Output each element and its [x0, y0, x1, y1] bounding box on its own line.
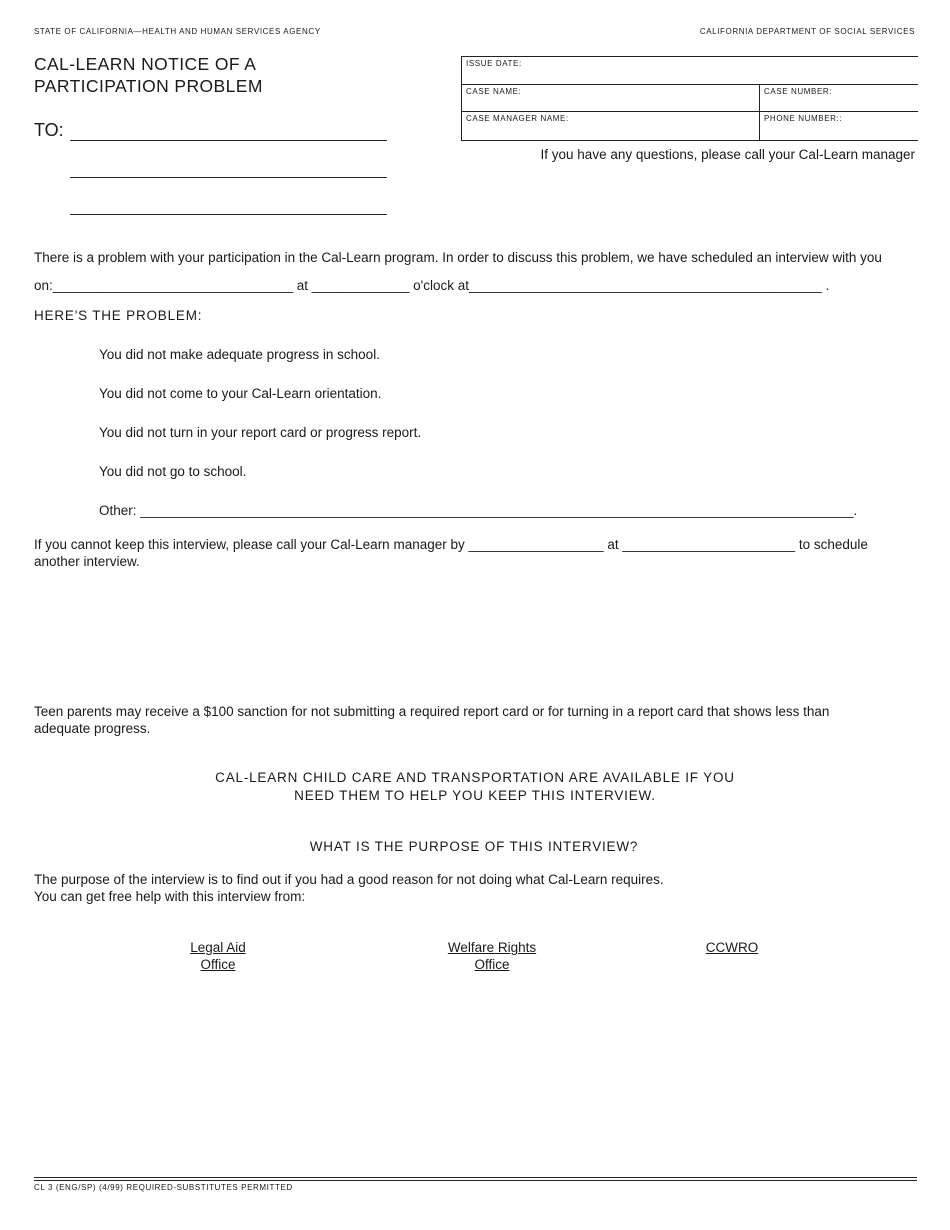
- purpose-heading: WHAT IS THE PURPOSE OF THIS INTERVIEW?: [309, 839, 639, 854]
- sanction-text-2: adequate progress.: [34, 721, 151, 736]
- issue-date-label: ISSUE DATE:: [466, 59, 522, 68]
- case-number-field[interactable]: [759, 84, 918, 112]
- problem-item: You did not turn in your report card or progress report.: [99, 425, 422, 440]
- intro-text: There is a problem with your participation in the Cal-Learn program. In order to discuss this problem, we have scheduled an interview with you: [34, 250, 882, 265]
- problem-item: You did not make adequate progress in school.: [99, 347, 380, 362]
- case-name-field[interactable]: [461, 84, 760, 112]
- form-title-line2: PARTICIPATION PROBLEM: [34, 76, 263, 96]
- purpose-text-2: You can get free help with this interview from:: [34, 889, 306, 904]
- case-manager-label: CASE MANAGER NAME:: [466, 114, 569, 123]
- ccwro: [690, 939, 774, 956]
- problem-other-line[interactable]: Other: _______________________________________________________________________________________________.: [99, 503, 858, 518]
- legal-aid-name: Legal Aid: [190, 940, 246, 955]
- form-title-line1: CAL-LEARN NOTICE OF A: [34, 54, 257, 74]
- footer-rule-top: [34, 1177, 917, 1178]
- purpose-text-1: The purpose of the interview is to find out if you had a good reason for not doing what Cal-Learn requires.: [34, 872, 664, 887]
- interview-schedule-line[interactable]: on:________________________________ at _____________ o'clock at_______________________________________________ .: [34, 278, 830, 293]
- problem-item: You did not come to your Cal-Learn orientation.: [99, 386, 382, 401]
- to-label: TO:: [34, 120, 64, 140]
- ccwro-name: CCWRO: [705, 940, 759, 955]
- childcare-notice-2: NEED THEM TO HELP YOU KEEP THIS INTERVIEW.: [294, 788, 656, 803]
- agency-header: STATE OF CALIFORNIA—HEALTH AND HUMAN SERVICES AGENCY: [34, 27, 321, 36]
- childcare-notice-1: CAL-LEARN CHILD CARE AND TRANSPORTATION ARE AVAILABLE IF YOU: [215, 770, 735, 785]
- phone-number-label: PHONE NUMBER::: [764, 114, 843, 123]
- problem-heading: HERE'S THE PROBLEM:: [34, 308, 203, 323]
- to-line-1[interactable]: [70, 140, 387, 141]
- problem-item: You did not go to school.: [99, 464, 247, 479]
- form-id: CL 3 (ENG/SP) (4/99) REQUIRED-SUBSTITUTES PERMITTED: [34, 1183, 293, 1192]
- questions-note: If you have any questions, please call your Cal-Learn manager: [540, 147, 915, 162]
- reschedule-text-1[interactable]: If you cannot keep this interview, please call your Cal-Learn manager by __________________ at _______________________ to schedule: [34, 537, 868, 552]
- case-number-label: CASE NUMBER:: [764, 87, 833, 96]
- welfare-rights-office-label: Office: [474, 957, 510, 972]
- footer-rule-bottom: [34, 1180, 917, 1181]
- sanction-text-1: Teen parents may receive a $100 sanction for not submitting a required report card or for turning in a report card that shows less than: [34, 704, 830, 719]
- reschedule-text-2: another interview.: [34, 554, 140, 569]
- case-manager-field[interactable]: [461, 111, 760, 141]
- legal-aid-office-label: Office: [200, 957, 236, 972]
- case-name-label: CASE NAME:: [466, 87, 522, 96]
- phone-number-field[interactable]: [759, 111, 918, 141]
- legal-aid-office: [168, 939, 268, 973]
- issue-date-field[interactable]: [461, 56, 918, 84]
- welfare-rights-office: [432, 939, 552, 973]
- department-header: CALIFORNIA DEPARTMENT OF SOCIAL SERVICES: [699, 27, 915, 36]
- to-line-3[interactable]: [70, 214, 387, 215]
- to-line-2[interactable]: [70, 177, 387, 178]
- welfare-rights-name: Welfare Rights: [447, 940, 537, 955]
